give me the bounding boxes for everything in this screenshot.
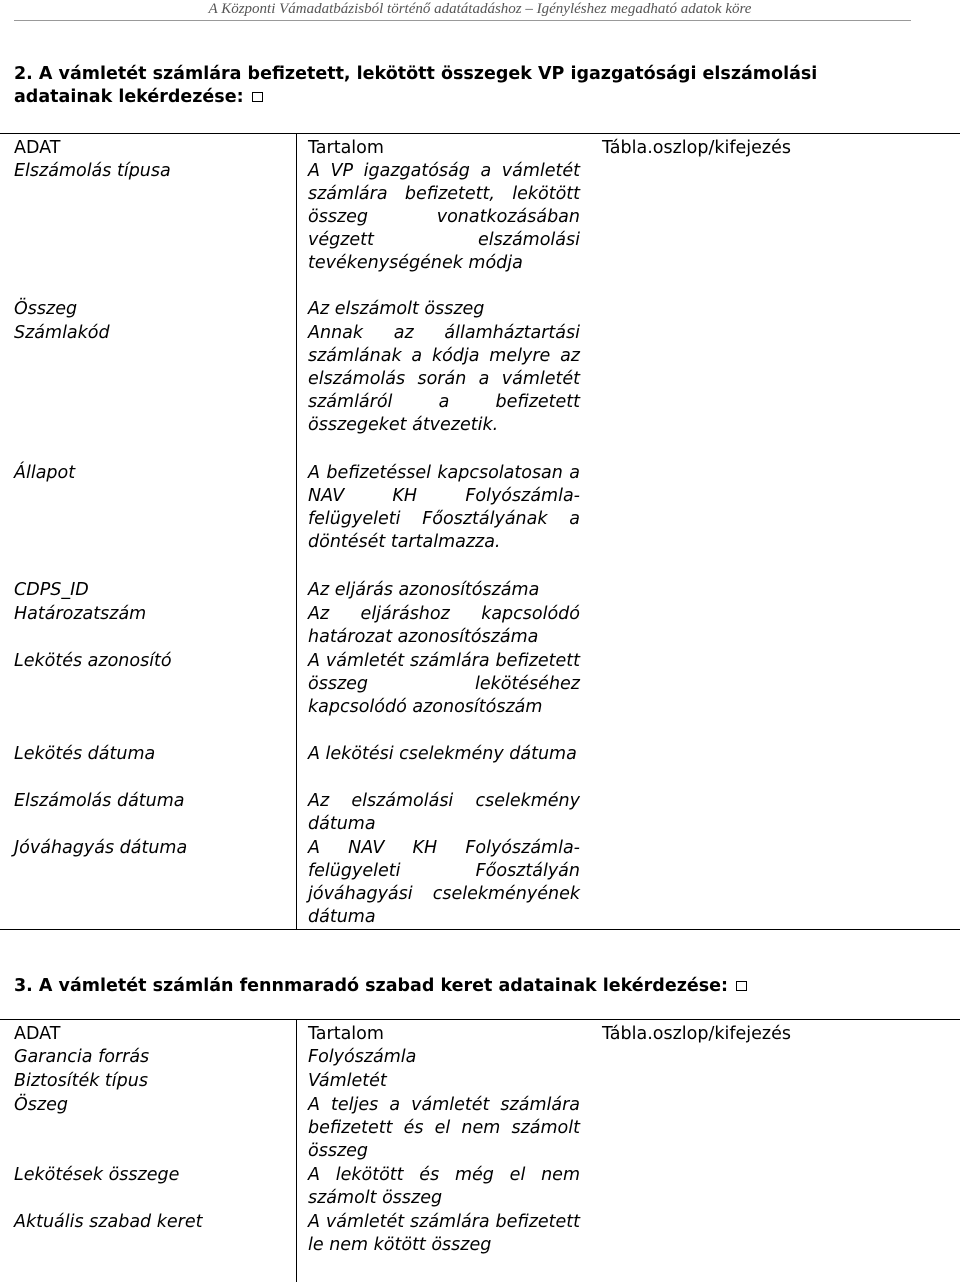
row-label: Számlakód — [14, 323, 110, 343]
column-header-adat: ADAT — [14, 138, 61, 158]
row-label: Aktuális szabad keret — [14, 1212, 203, 1232]
column-header-tabla: Tábla.oszlop/kifejezés — [602, 138, 791, 158]
column-header-adat: ADAT — [14, 1024, 61, 1044]
running-header: A Központi Vámadatbázisból történő adatátadáshoz – Igényléshez megadható adatok köre — [208, 1, 752, 17]
section-2-table — [0, 133, 960, 930]
row-content: Az eljáráshoz kapcsolódó határozat azonosítószáma — [308, 604, 580, 647]
row-label: Elszámolás dátuma — [14, 791, 185, 811]
row-label: Lekötések összege — [14, 1165, 180, 1185]
row-label: Öszeg — [14, 1095, 68, 1115]
section-2-title-line2: adatainak lekérdezése: — [14, 87, 244, 107]
row-content: A VP igazgatóság a vámletét számlára befizetett, lekötött összeg vonatkozásában végzett elszámolási tevékenységének módja — [308, 161, 580, 273]
row-content: A NAV KH Folyószámla-felügyeleti Főosztályán jóváhagyási cselekményének dátuma — [308, 838, 580, 927]
column-divider — [296, 134, 297, 929]
row-label: Lekötés dátuma — [14, 744, 156, 764]
column-header-tabla: Tábla.oszlop/kifejezés — [602, 1024, 791, 1044]
section-3-title — [14, 975, 914, 998]
row-content: A vámletét számlára befizetett le nem kötött összeg — [308, 1212, 580, 1255]
row-content: Folyószámla — [308, 1047, 417, 1067]
row-label: Elszámolás típusa — [14, 161, 171, 181]
row-content: A lekötött és még el nem számolt összeg — [308, 1165, 580, 1208]
row-label: Jóváhagyás dátuma — [14, 838, 188, 858]
header-rule — [14, 20, 911, 21]
row-label: Összeg — [14, 299, 78, 319]
section-3-table — [0, 1019, 960, 1282]
section-2-title — [14, 63, 914, 109]
row-content: A befizetéssel kapcsolatosan a NAV KH Folyószámla-felügyeleti Főosztályának a döntését tartalmazza. — [308, 463, 580, 552]
column-divider — [296, 1020, 297, 1282]
column-header-tartalom: Tartalom — [308, 138, 384, 158]
section-2-title-line1: 2. A vámletét számlára befizetett, lekötött összegek VP igazgatósági elszámolási — [14, 64, 818, 84]
column-header-tartalom: Tartalom — [308, 1024, 384, 1044]
row-label: Határozatszám — [14, 604, 147, 624]
row-content: A vámletét számlára befizetett összeg lekötéséhez kapcsolódó azonosítószám — [308, 651, 580, 717]
row-label: Garancia forrás — [14, 1047, 150, 1067]
row-content: A teljes a vámletét számlára befizetett és el nem számolt összeg — [308, 1095, 580, 1161]
checkbox-icon — [736, 981, 747, 991]
row-label: CDPS_ID — [14, 580, 89, 600]
row-content: Annak az államháztartási számlának a kódja melyre az elszámolás során a vámletét számláról a befizetett összegeket átvezetik. — [308, 323, 580, 435]
row-label: Lekötés azonosító — [14, 651, 172, 671]
row-label: Biztosíték típus — [14, 1071, 148, 1091]
row-content: Az elszámolási cselekmény dátuma — [308, 791, 580, 834]
row-content: A lekötési cselekmény dátuma — [308, 744, 577, 764]
section-3-title-text: 3. A vámletét számlán fennmaradó szabad keret adatainak lekérdezése: — [14, 976, 729, 996]
row-content: Az eljárás azonosítószáma — [308, 580, 540, 600]
row-content: Az elszámolt összeg — [308, 299, 485, 319]
row-label: Állapot — [14, 463, 76, 483]
checkbox-icon — [252, 92, 263, 102]
row-content: Vámletét — [308, 1071, 387, 1091]
